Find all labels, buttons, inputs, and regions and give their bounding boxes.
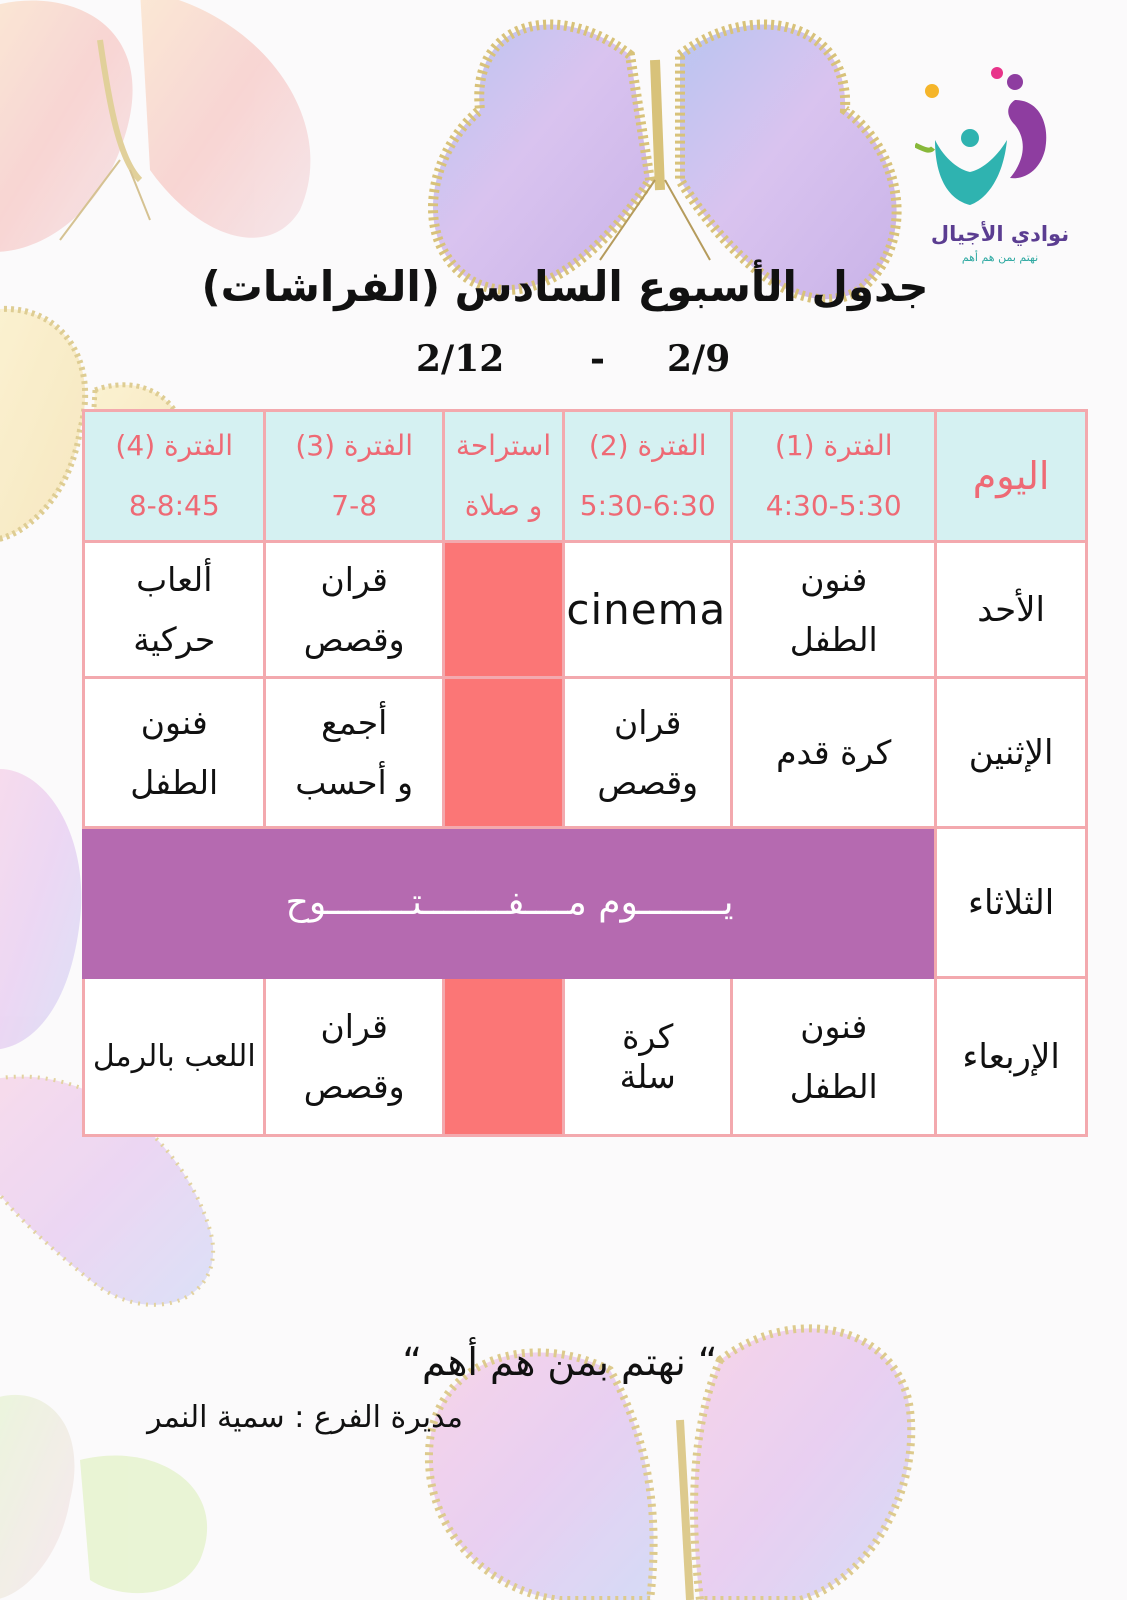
activity-line: أجمع xyxy=(321,702,388,742)
header-break-line1: استراحة xyxy=(455,429,552,462)
header-break xyxy=(443,411,563,542)
header-period-3-label: الفترة (3) xyxy=(295,429,413,462)
header-break-line2: و صلاة xyxy=(464,489,543,522)
date-separator: - xyxy=(590,338,605,380)
header-period-2 xyxy=(564,411,732,542)
activity-line: و أحسب xyxy=(295,762,414,802)
day-cell: الإثنين xyxy=(936,678,1087,828)
branch-manager-signature: مديرة الفرع : سمية النمر xyxy=(147,1400,463,1435)
header-period-1-label: الفترة (1) xyxy=(774,429,893,462)
header-period-1 xyxy=(732,411,936,542)
activity-line: قران xyxy=(320,1006,388,1046)
activity-line: فنون xyxy=(800,1006,868,1046)
logo-green-leaf-icon xyxy=(915,145,933,150)
butterfly-top-center-icon xyxy=(433,24,897,299)
brand-tagline: نهتم بمن هم أهم xyxy=(961,251,1039,264)
header-period-1-time: 4:30-5:30 xyxy=(765,489,902,522)
activity-line: وقصص xyxy=(303,619,405,659)
break-cell xyxy=(443,978,563,1136)
table-row-wednesday xyxy=(84,978,1087,1136)
activity-line: الطفل xyxy=(789,619,878,659)
activity-line: حركية xyxy=(133,619,216,659)
table-row-tuesday xyxy=(84,828,1087,978)
activity-line: فنون xyxy=(140,702,208,742)
activity-cell xyxy=(265,542,443,678)
activity-cell: اللعب بالرمل xyxy=(84,978,265,1136)
day-cell: الإربعاء xyxy=(936,978,1087,1136)
logo-teal-head-icon xyxy=(961,129,979,147)
activity-cell xyxy=(564,978,732,1136)
header-row xyxy=(84,411,1087,542)
date-range xyxy=(380,338,780,388)
activity-cell: كرة قدم xyxy=(732,678,936,828)
activity-cell xyxy=(732,978,936,1136)
activity-line: وقصص xyxy=(303,1066,405,1106)
butterfly-top-left-icon xyxy=(0,0,310,252)
open-day-banner: يــــــــوم مــــفــــــــتــــــــوح xyxy=(84,828,936,978)
activity-line: فنون xyxy=(800,559,868,599)
weekly-schedule-table xyxy=(82,409,1088,1137)
activity-cell xyxy=(84,678,265,828)
activity-cell xyxy=(265,678,443,828)
date-start: 2/9 xyxy=(667,338,731,380)
motto: “ نهتم بمن هم أهم“ xyxy=(402,1340,718,1384)
table-row-monday xyxy=(84,678,1087,828)
activity-line: الطفل xyxy=(130,762,219,802)
activity-line: كرة xyxy=(622,1016,674,1056)
activity-line: قران xyxy=(614,702,682,742)
activity-line: ألعاب xyxy=(136,559,213,599)
logo-yellow-dot-icon xyxy=(925,84,939,98)
header-period-2-time: 5:30-6:30 xyxy=(579,489,716,522)
header-period-4 xyxy=(84,411,265,542)
header-day: اليوم xyxy=(936,411,1087,542)
activity-line: سلة xyxy=(619,1056,676,1096)
day-cell: الثلاثاء xyxy=(936,828,1087,978)
date-end: 2/12 xyxy=(416,338,505,380)
day-cell: الأحد xyxy=(936,542,1087,678)
table-row-sunday xyxy=(84,542,1087,678)
header-period-4-time: 8-8:45 xyxy=(128,489,220,522)
break-cell xyxy=(443,542,563,678)
logo-pink-dot-icon xyxy=(991,67,1003,79)
activity-cell xyxy=(732,542,936,678)
header-period-4-label: الفترة (4) xyxy=(115,429,234,462)
activity-cell xyxy=(265,978,443,1136)
activity-cell xyxy=(564,678,732,828)
page-title: جدول الأسبوع السادس (الفراشات) xyxy=(201,262,929,311)
club-logo xyxy=(915,60,1075,280)
logo-teal-figure-icon xyxy=(935,140,1007,205)
activity-cell xyxy=(84,542,265,678)
activity-line: الطفل xyxy=(789,1066,878,1106)
logo-purple-figure-icon xyxy=(1008,100,1046,178)
header-period-2-label: الفترة (2) xyxy=(588,429,707,462)
header-period-3-time: 7-8 xyxy=(331,489,378,522)
activity-cell: cinema xyxy=(564,542,732,678)
brand-name: نوادي الأجيال xyxy=(930,222,1070,246)
activity-line: وقصص xyxy=(597,762,699,802)
activity-line: قران xyxy=(320,559,388,599)
break-cell xyxy=(443,678,563,828)
header-period-3 xyxy=(265,411,443,542)
logo-purple-dot-icon xyxy=(1007,74,1023,90)
